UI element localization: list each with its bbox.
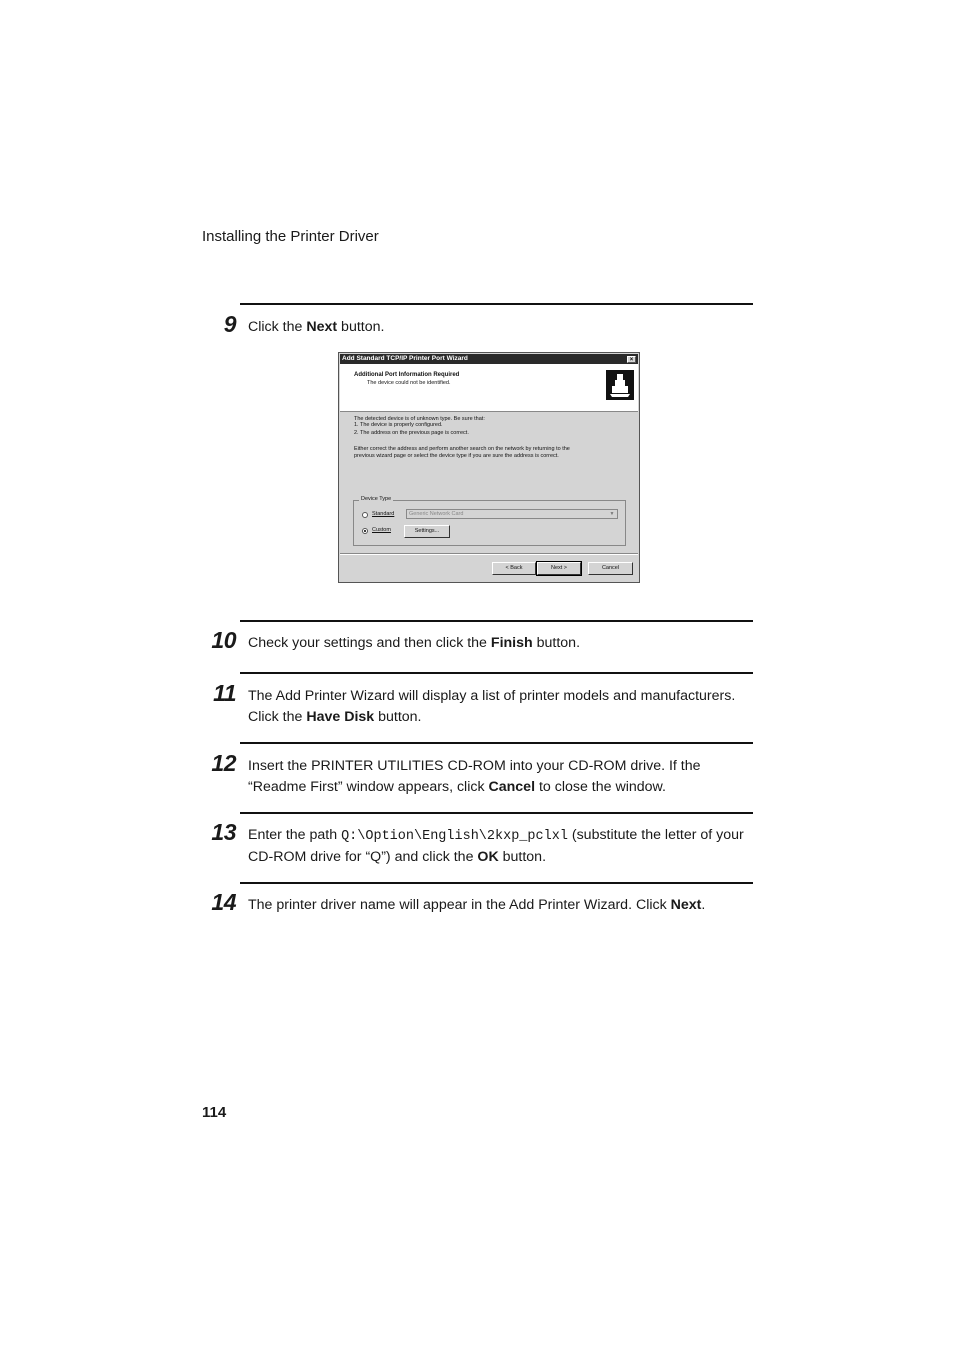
port-wizard-dialog — [338, 352, 640, 583]
back-button[interactable]: < Back — [492, 562, 536, 575]
divider — [240, 303, 753, 305]
group-label: Device Type — [361, 496, 392, 502]
divider — [240, 882, 753, 884]
step-text: The printer driver name will appear in the Add Printer Wizard. Click Next. — [248, 897, 706, 913]
step-number: 11 — [213, 680, 236, 706]
dialog-heading: Additional Port Information Required — [354, 372, 460, 378]
custom-radio[interactable] — [362, 528, 368, 534]
info-line: 1. The device is properly configured. — [354, 422, 443, 428]
step-number: 10 — [211, 627, 236, 653]
device-type-group — [353, 496, 626, 546]
divider — [340, 553, 638, 555]
select-value: Generic Network Card — [409, 511, 464, 517]
divider — [240, 812, 753, 814]
page-number: 114 — [202, 1104, 227, 1121]
chevron-down-icon[interactable]: ▼ — [609, 511, 615, 517]
step-number: 14 — [211, 889, 236, 915]
dialog-titlebar — [340, 354, 638, 364]
step-number: 9 — [223, 311, 236, 337]
standard-label: Standard — [372, 511, 395, 517]
custom-label: Custom — [372, 527, 391, 533]
cd-path: Q:\Option\English\2kxp_pclxl — [341, 829, 568, 844]
step-number: 13 — [211, 819, 236, 845]
step-text: The Add Printer Wizard will display a list of printer models and manufacturers. Click the Have Disk button. — [248, 688, 736, 725]
step-text: Insert the PRINTER UTILITIES CD-ROM into your CD-ROM drive. If the “Readme First” window appears, click Cancel to close the window. — [248, 758, 701, 795]
divider — [240, 742, 753, 744]
divider — [240, 620, 753, 622]
dialog-title: Add Standard TCP/IP Printer Port Wizard — [342, 355, 468, 362]
step-text: Enter the path Q:\Option\English\2kxp_pclxl (substitute the letter of your CD-ROM drive for “Q”) and click the OK button. — [248, 827, 744, 865]
dialog-header-panel — [340, 364, 638, 412]
divider — [240, 672, 753, 674]
cancel-button[interactable]: Cancel — [588, 562, 633, 575]
device-type-select[interactable] — [406, 509, 618, 519]
section-header: Installing the Printer Driver — [202, 228, 379, 245]
settings-button[interactable]: Settings... — [404, 525, 450, 538]
dialog-subheading: The device could not be identified. — [367, 380, 451, 386]
standard-radio[interactable] — [362, 512, 368, 518]
info-line: previous wizard page or select the device type if you are sure the address is correct. — [354, 453, 559, 459]
info-line: 2. The address on the previous page is correct. — [354, 430, 469, 436]
info-line: The detected device is of unknown type. Be sure that: — [354, 416, 485, 422]
step-text: Click the Next button. — [248, 319, 385, 335]
step-number: 12 — [211, 750, 236, 776]
step-text: Check your settings and then click the Finish button. — [248, 635, 581, 651]
close-icon[interactable]: × — [627, 356, 636, 363]
printer-icon — [606, 370, 634, 400]
next-button[interactable]: Next > — [537, 562, 581, 575]
info-line: Either correct the address and perform another search on the network by returning to the — [354, 446, 570, 452]
